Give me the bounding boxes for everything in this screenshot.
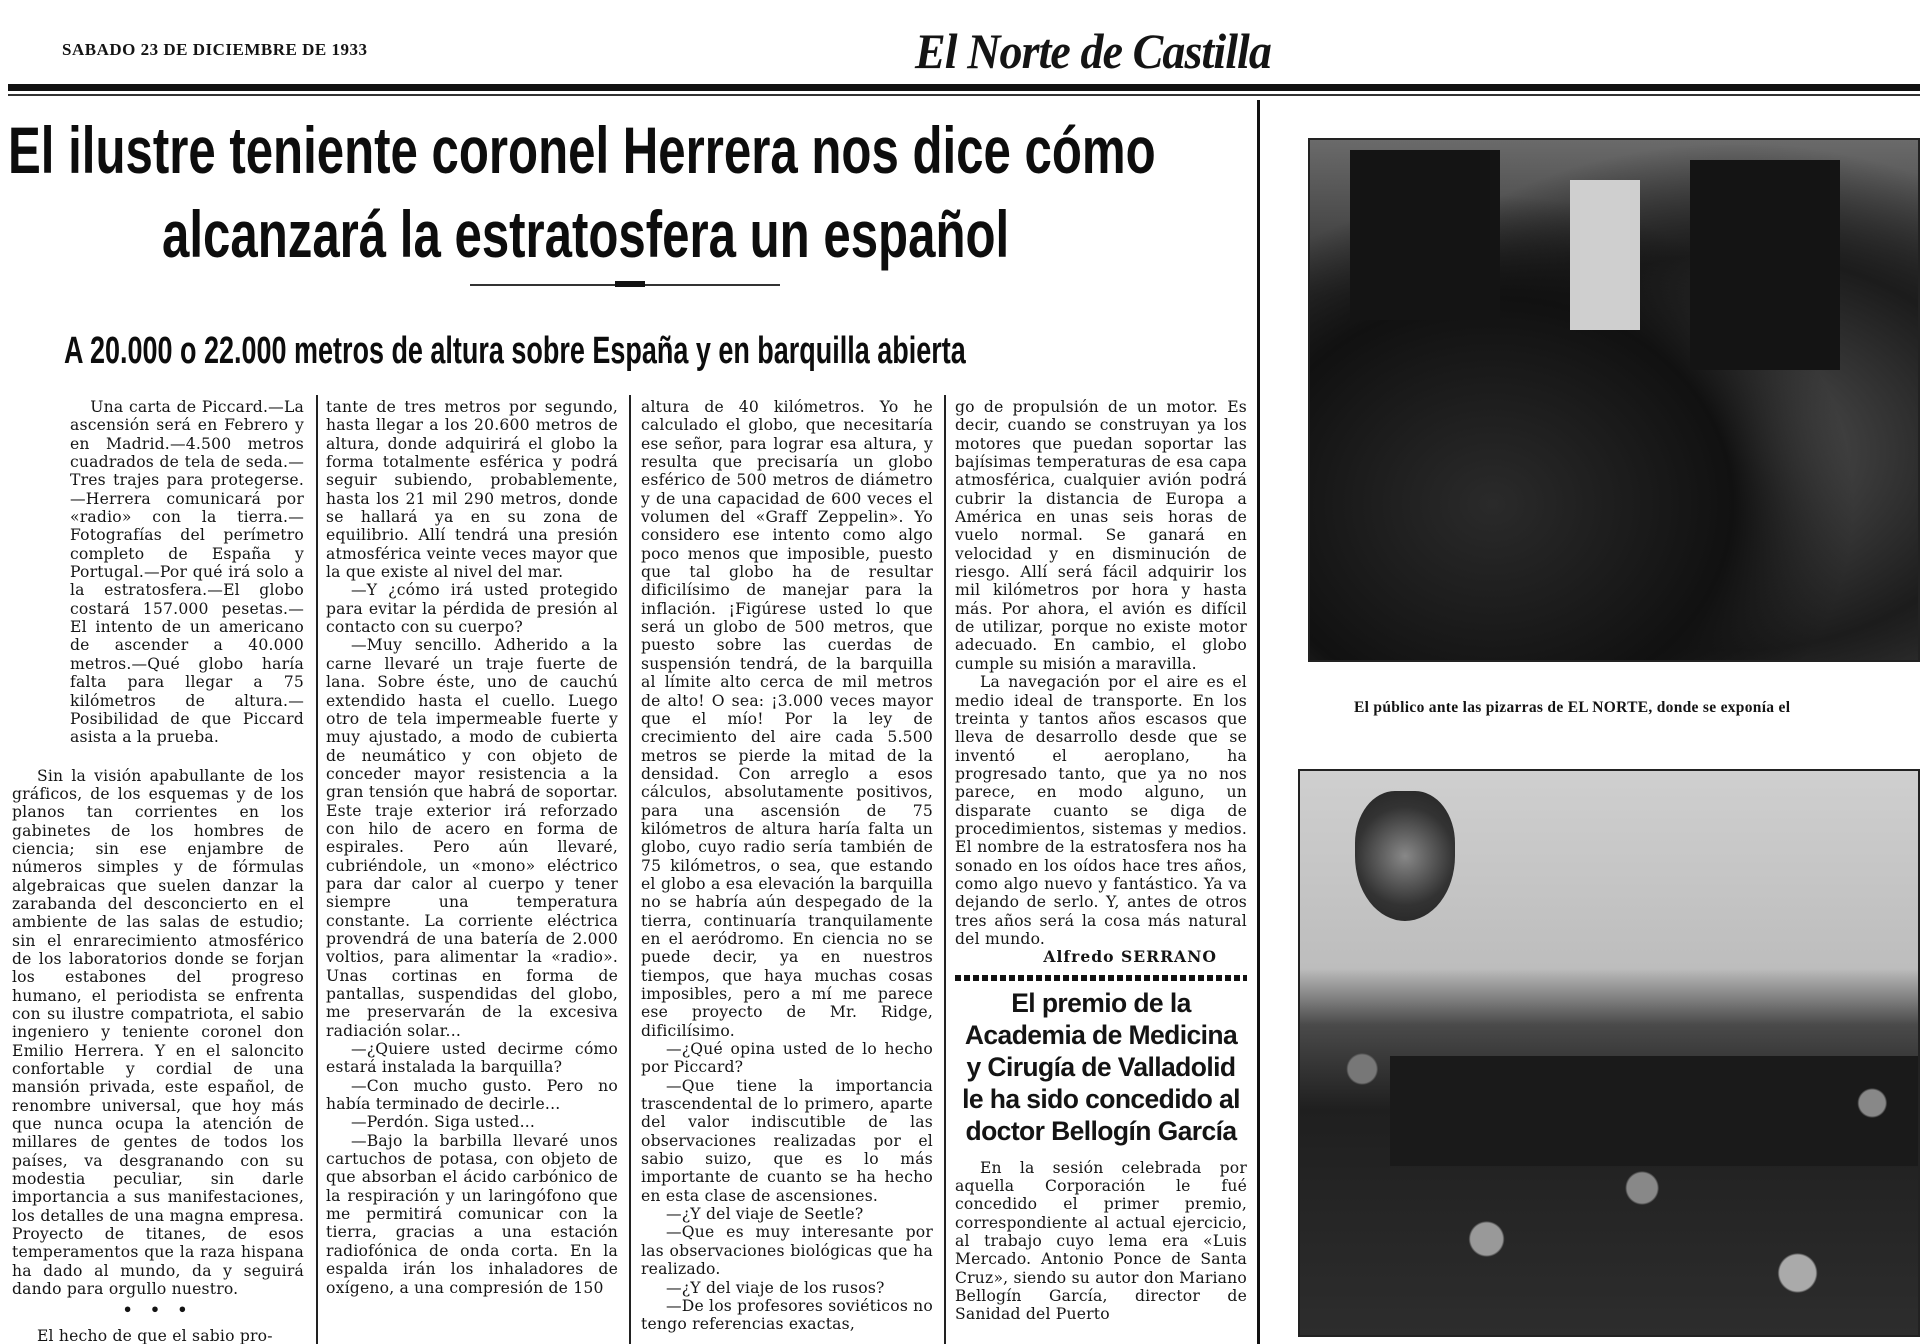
byline: Alfredo SERRANO — [1043, 947, 1217, 967]
coat-of-arms — [1355, 791, 1455, 921]
headline-ornament-center — [615, 281, 645, 287]
paragraph: —¿Y del viaje de Seetle? — [665, 1205, 864, 1224]
paragraph: —¿Qué opina usted de lo hecho por Piccard? — [641, 1040, 933, 1077]
article-summary: Una carta de Piccard.—La ascensión será en Febrero y en Madrid.—4.500 metros cuadrados de tela de seda.—Tres trajes para protegerse.—Herrera comunicará por «radio» con la tierra.—Fotografías del perímetro completo de España y Portugal.—Por qué irá solo a la estratosfera.—El globo costará 157.000 pesetas.—El intento de un americano de ascender a 40.000 metros.—Qué globo haría falta para llegar a 75 kilómetros de altura.—Posibilidad de que Piccard asista a la prueba. — [70, 398, 304, 747]
column-divider-main — [1257, 100, 1260, 1344]
article-column-4 — [955, 398, 1247, 1344]
paragraph: —Con mucho gusto. Pero no había terminado de decirle... — [326, 1076, 618, 1114]
paragraph: El hecho de que el sabio pro- — [36, 1326, 273, 1344]
newspaper-logo: El Norte de Castilla — [915, 23, 1272, 79]
paragraph: altura de 40 kilómetros. Yo he calculado el globo, que necesitaría ese señor, para lograr esa altura, y resulta que precisaría un globo esférico de 500 metros de diámetro y de una capacidad de 600 veces el volumen del «Graff Zeppelin». Yo considero ese intento como algo poco menos que imposible, puesto que tal globo ha de resultar dificilísimo de manejar para la inflación. ¡Figúrese usted lo que será un globo de 500 metros, que puesto sobre las cuerdas de suspensión tendrá, de la barquilla al límite alto cerca de mil metros de alto! O sea: ¡3.000 veces mayor que el mío! Por la ley de crecimiento del aire cada 5.500 metros se pierde la mitad de la densidad. Con arreglo a esos cálculos, absolutamente positivos, para una ascensión de 75 kilómetros de altura haría falta un globo, cuyo radio sería también de 75 kilómetros, o sea, que estando el globo a esa elevación la barquilla no se habría aún despegado de la tierra, continuaría tranquilamente en el aeródromo. En ciencia no se puede decir, ya en nuestros tiempos, que haya muchas cosas imposibles, pero a mí me parece ese proyecto de Mr. Ridge, dificilísimo. — [641, 398, 933, 1040]
paragraph: —Bajo la barbilla llevaré unos cartuchos de potasa, con objeto de que absorban el ácido carbónico de la respiración y un laringófono que me permitirá comunicar con la tierra, gracias a una estación radiofónica de onda corta. En la espalda irán los inhaladores de oxígeno, a una compresión de 150 — [326, 1131, 618, 1297]
issue-date: SABADO 23 DE DICIEMBRE DE 1933 — [62, 40, 368, 59]
paragraph: —Que es muy interesante por las observaciones biológicas que ha realizado. — [641, 1223, 933, 1279]
article-separator — [955, 975, 1247, 981]
photo-door — [1690, 160, 1840, 370]
article-column-3 — [641, 398, 933, 1344]
photo-academy-session — [1298, 769, 1920, 1337]
paragraph: tante de tres metros por segundo, hasta llegar a los 20.600 metros de altura, donde adquirirá el globo la forma totalmente esférica y podrá seguir subiendo, probablemente, hasta los 21 mil 290 metros, donde se hallará ya en su zona de equilibrio. Allí tendrá una presión atmosférica veinte veces mayor que la que existe al nivel del mar. — [326, 398, 618, 582]
article2-paragraph: En la sesión celebrada por aquella Corporación le fué concedido el primer premio, correspondiente al actual ejercicio, al trabajo cuyo lema era «Luis Mercado. Antonio Ponce de Santa Cruz», siendo su autor don Mariano Bellogín García, director de Sanidad del Puerto — [955, 1158, 1247, 1324]
column-rule — [629, 395, 631, 1344]
masthead-rule — [8, 84, 1920, 91]
photo-board — [1570, 180, 1640, 330]
paragraph: La navegación por el aire es el medio ideal de transporte. En los treinta y tantos años escasos que lleva de desarrollo desde que se inventó el aeroplano, ha progresado tanto, que ya no nos parece, en modo alguno, un disparate cuanto se diga de procedimientos, sistemas y medios. El nombre de la estratosfera nos ha sonado en los oídos hace tres años, como algo nuevo y fantástico. Ya va dejando de serlo. Y, antes de otros tres años será la cosa más natural del mundo. — [955, 673, 1247, 948]
article-column-1 — [12, 398, 304, 1344]
article-column-2 — [326, 398, 618, 1344]
headline-line-2: alcanzará la estratosfera un español — [162, 197, 1010, 271]
photo-audience — [1300, 1001, 1920, 1337]
column-rule — [944, 395, 946, 1344]
paragraph: —¿Quiere usted decirme cómo estará instalada la barquilla? — [326, 1040, 618, 1077]
photo-door — [1350, 150, 1500, 320]
paragraph: —De los profesores soviéticos no tengo referencias exactas, — [641, 1296, 933, 1334]
photo-caption: El público ante las pizarras de EL NORTE, donde se exponía el — [1354, 699, 1791, 716]
photo-crowd-at-boards — [1308, 138, 1920, 662]
headline-line-1: El ilustre teniente coronel Herrera nos dice cómo — [8, 113, 1156, 187]
paragraph: —Muy sencillo. Adherido a la carne llevaré un traje fuerte de lana. Sobre éste, uno de cauchú extendido hasta el cuello. Luego otro de tela impermeable fuerte y muy ajustado, a modo de cubierta de neumático y con objeto de conceder mayor resistencia a la gran tensión que habrá de soportar. Este traje exterior irá reforzado con hilo de acero en forma de espirales. Pero aún llevaré, cubriéndole, un «mono» eléctrico para dar calor al cuerpo y tener siempre una temperatura constante. La corriente eléctrica provendrá de una batería de 2.000 voltios, para alimentar la «radio». Unas cortinas en forma de pantallas, suspendidas del globo, me preservarán de la excesiva radiación solar... — [326, 636, 618, 1040]
article2-headline: El premio de la Academia de Medicina y Cirugía de Valladolid le ha sido concedido al doctor Bellogín García — [962, 987, 1240, 1146]
masthead-rule-thin — [8, 94, 1920, 96]
paragraph: —¿Y del viaje de los rusos? — [665, 1278, 885, 1297]
paragraph: Sin la visión apabullante de los gráficos, de los esquemas y de los planos tan corrientes en los gabinetes de los hombres de ciencia; sin ese enjambre de números simples y de fórmulas algebraicas que suelen danzar la zarabanda del desconcierto en el ambiente de las salas de estudio; sin el enrarecimiento atmosférico de los laboratorios donde se forjan los estabones del progreso humano, el periodista se enfrenta con su ilustre compatriota, el sabio ingeniero y teniente coronel don Emilio Herrera. Y en el saloncito confortable y cordial de una mansión privada, este español, de renombre universal, que hoy más que nunca ocupa la atención de millares de gentes de todos los países, va desgranando con su modestia peculiar, sin darle importancia a sus manifestaciones, los detalles de una magna empresa. Proyecto de titanes, de esos temperamentos que la raza hispana ha dado al mundo, da y seguirá dando para orgullo nuestro. — [12, 766, 304, 1299]
paragraph: —Que tiene la importancia trascendental de lo primero, aparte del valor indiscutible de las observaciones realizadas por el sabio suizo, que es lo más importante de cuanto se ha hecho en esta clase de ascensiones. — [641, 1076, 933, 1205]
subheadline: A 20.000 o 22.000 metros de altura sobre España y en barquilla abierta — [64, 330, 966, 372]
paragraph: —Perdón. Siga usted... — [350, 1113, 536, 1132]
column-rule — [316, 395, 318, 1344]
section-separator: • • • — [122, 1299, 194, 1319]
paragraph: —Y ¿cómo irá usted protegido para evitar la pérdida de presión al contacto con su cuerpo? — [326, 581, 618, 637]
paragraph: go de propulsión de un motor. Es decir, cuando se construyan ya los motores que puedan soportar las bajísimas temperaturas de esa capa atmosférica, cualquier avión podrá cubrir la distancia de Europa a América en unas seis horas de vuelo normal. Se ganará en velocidad y en disminución de riesgo. Allí será fácil adquirir los mil kilómetros por hora y hasta más. Por ahora, el avión es difícil de utilizar, porque no existe motor adecuado. En cambio, el globo cumple su misión a maravilla. — [955, 398, 1247, 673]
